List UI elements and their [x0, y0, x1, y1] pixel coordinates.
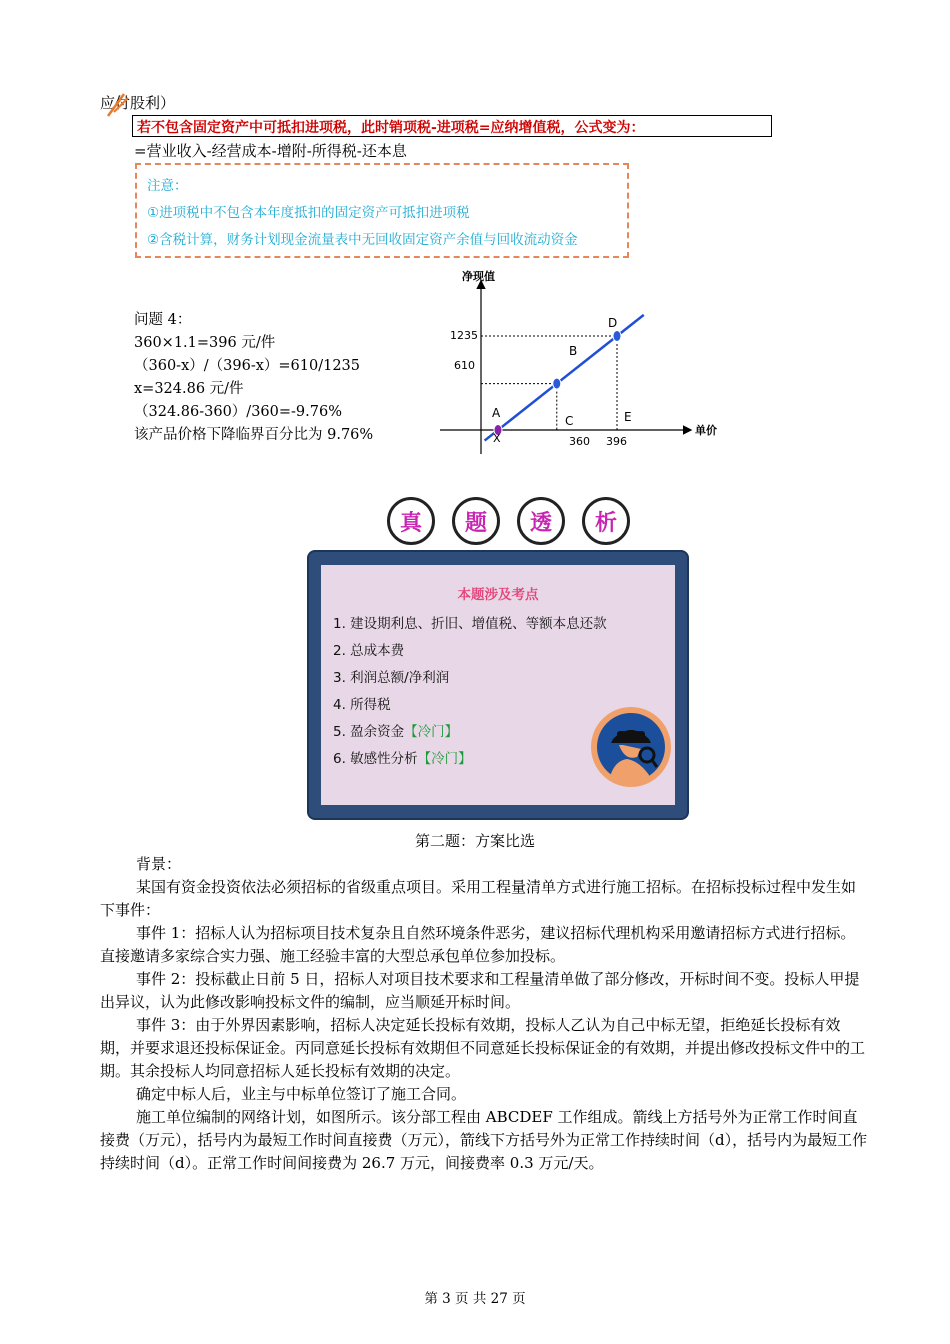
point-label-a: A	[492, 406, 501, 420]
formula-line: =营业收入-经营成本-增附-所得税-还本息	[134, 142, 407, 160]
red-highlight-note: 若不包含固定资产中可抵扣进项税，此时销项税-进项税=应纳增值税，公式变为：	[132, 115, 772, 137]
banner-char: 析	[582, 497, 630, 545]
q4-line: （360-x）/（396-x）=610/1235	[134, 358, 361, 374]
x-mark-label: X	[493, 432, 501, 445]
paragraph: 事件 1：招标人认为招标项目技术复杂且自然环境条件恶劣，建议招标代理机构采用邀请招标方式进行招标。直接邀请多家综合实力强、施工经验丰富的大型总承包单位参加投标。	[100, 924, 856, 965]
x-tick-label: 396	[606, 435, 627, 448]
continuation-text: 应付股利）	[100, 94, 176, 112]
cold-tag: 【冷门】	[404, 724, 459, 740]
board-item: 2. 总成本费	[333, 643, 405, 659]
board-item: 6. 敏感性分析【冷门】	[333, 751, 472, 767]
point-label-b: B	[569, 344, 578, 358]
board-item: 5. 盈余资金【冷门】	[333, 724, 459, 740]
background-label: 背景：	[136, 855, 182, 873]
detective-icon	[589, 705, 673, 789]
q4-line: x=324.86 元/件	[134, 381, 244, 397]
note-box	[135, 163, 629, 258]
y-tick-label: 610	[454, 359, 475, 372]
npv-chart	[440, 262, 740, 462]
y-tick-label: 1235	[450, 329, 478, 342]
note-item: ①进项税中不包含本年度抵扣的固定资产可抵扣进项税	[147, 205, 470, 221]
cold-tag: 【冷门】	[417, 751, 472, 767]
c-label: C	[565, 414, 574, 428]
note-item: ②含税计算，财务计划现金流量表中无回收固定资产余值与回收流动资金	[147, 232, 578, 248]
e-label: E	[624, 410, 632, 424]
point-label-d: D	[608, 316, 618, 330]
q4-heading: 问题 4：	[134, 312, 192, 328]
q4-line: 360×1.1=396 元/件	[134, 335, 276, 351]
data-point	[613, 331, 621, 342]
q4-line: （324.86-360）/360=-9.76%	[134, 404, 342, 420]
paragraph: 事件 2：投标截止日前 5 日，招标人对项目技术要求和工程量清单做了部分修改，开标时间不变。投标人甲提出异议，认为此修改影响投标文件的编制，应当顺延开标时间。	[100, 970, 860, 1011]
x-tick-label: 360	[569, 435, 590, 448]
board-item: 3. 利润总额/净利润	[333, 670, 450, 686]
y-axis-label: 净现值	[462, 270, 495, 283]
board-item: 4. 所得税	[333, 697, 391, 713]
x-axis-label: 单价	[695, 424, 717, 437]
paragraph: 施工单位编制的网络计划，如图所示。该分部工程由 ABCDEF 工作组成。箭线上方括号外为正常工作时间直接费（万元），括号内为最短工作时间直接费（万元），箭线下方括号外为正常工作持续时间（d），括号内为最短工作持续时间（d）。正常工作时间间接费为 26.7 万元，间接费率 0.3 万元/天。	[100, 1108, 868, 1172]
paragraph: 事件 3：由于外界因素影响，招标人决定延长投标有效期，投标人乙认为自己中标无望，拒绝延长投标有效期，并要求退还投标保证金。丙同意延长投标有效期但不同意延长投标保证金的有效期，并提出修改投标文件中的工期。其余投标人均同意招标人延长投标有效期的决定。	[100, 1016, 866, 1080]
q4-conclusion: 该产品价格下降临界百分比为 9.76%	[134, 427, 374, 443]
banner-char: 题	[452, 497, 500, 545]
paragraph: 确定中标人后，业主与中标单位签订了施工合同。	[136, 1085, 467, 1103]
data-point	[553, 378, 561, 389]
banner-char: 真	[387, 497, 435, 545]
board-item: 1. 建设期利息、折旧、增值税、等额本息还款	[333, 616, 607, 632]
banner-char: 透	[517, 497, 565, 545]
board-title: 本题涉及考点	[457, 587, 539, 603]
page-footer: 第 3 页 共 27 页	[424, 1291, 526, 1307]
paragraph: 某国有资金投资依法必须招标的省级重点项目。采用工程量清单方式进行施工招标。在招标投标过程中发生如下事件：	[100, 878, 857, 919]
knowledge-board	[309, 552, 687, 818]
section-caption: 第二题：方案比选	[414, 832, 535, 850]
note-title: 注意：	[147, 178, 188, 194]
board-panel	[321, 565, 675, 805]
